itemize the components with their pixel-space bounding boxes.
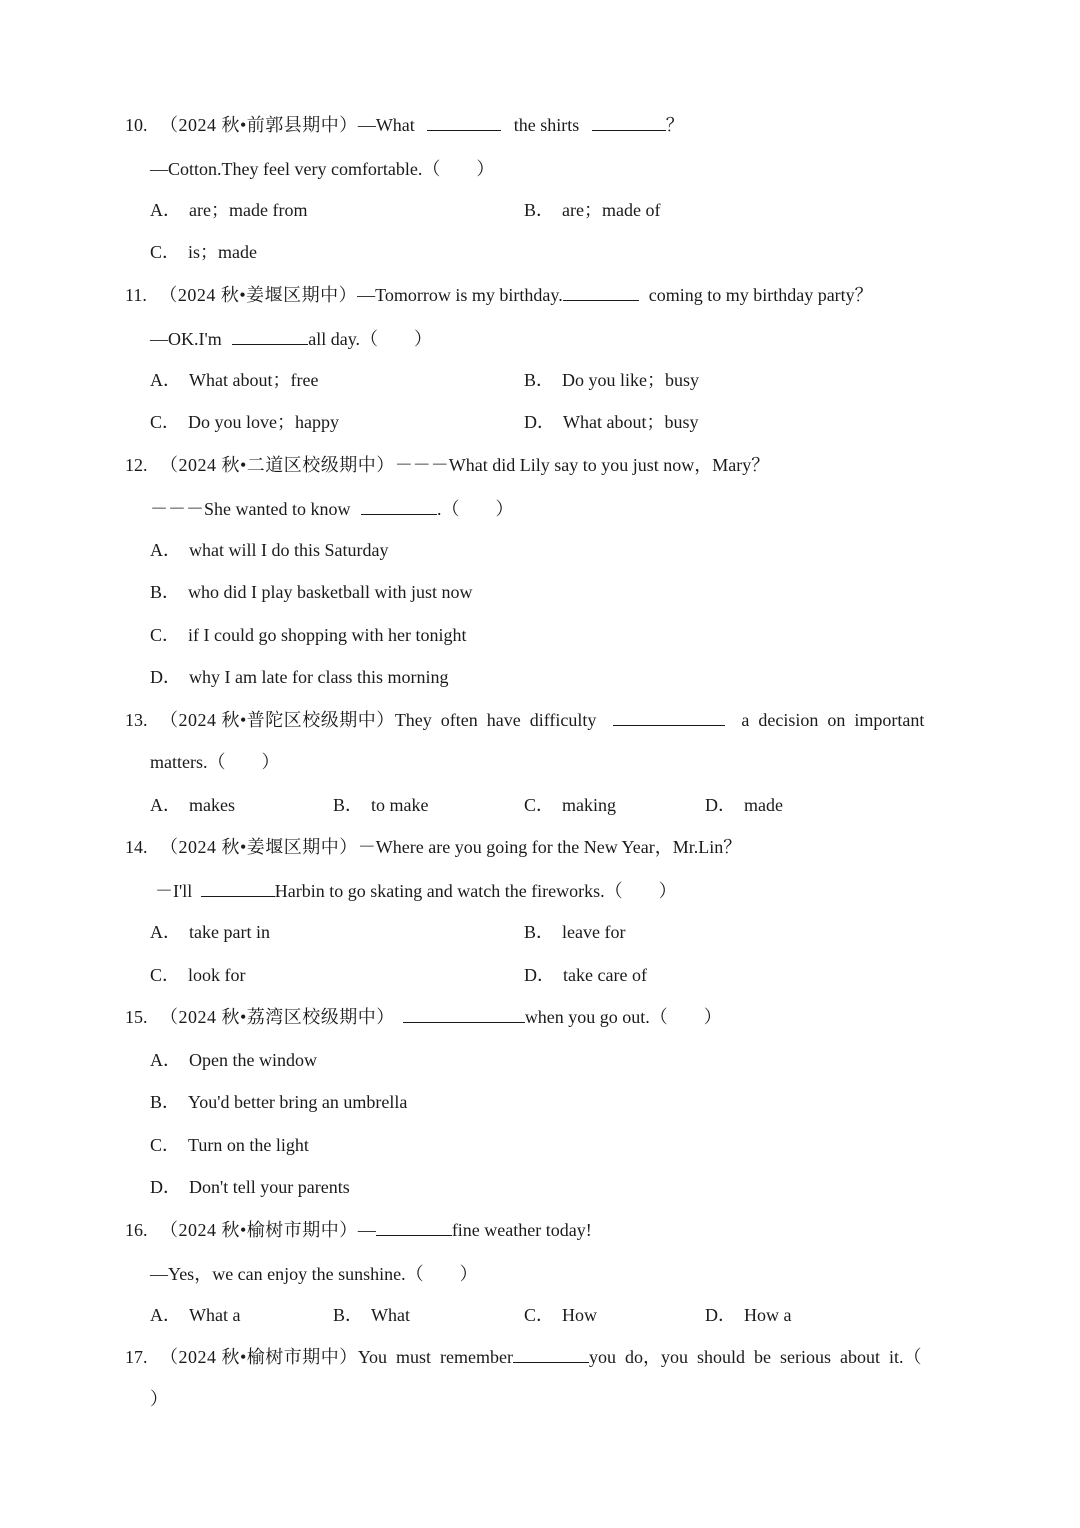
- question-number: 13.: [125, 710, 148, 730]
- option-text: if I could go shopping with her tonight: [188, 625, 467, 645]
- question-number: 16.: [125, 1220, 148, 1240]
- answer-blank[interactable]: [403, 1006, 525, 1023]
- question-12-line2: [150, 498, 513, 520]
- option-text: is；made: [188, 242, 258, 262]
- option-letter: D．: [524, 965, 555, 985]
- question-12-stem: [125, 454, 769, 476]
- option-text: made: [744, 795, 783, 815]
- question-number: 17.: [125, 1347, 148, 1367]
- answer-blank[interactable]: [513, 1346, 589, 1363]
- option-letter: B．: [333, 795, 364, 815]
- answer-blank[interactable]: [201, 880, 275, 897]
- option-letter: D．: [524, 412, 555, 432]
- option-a[interactable]: [150, 1049, 317, 1071]
- question-14-line2: [155, 880, 677, 902]
- option-d[interactable]: [524, 411, 698, 433]
- option-c[interactable]: [150, 241, 257, 263]
- stem-text: the shirts: [513, 115, 580, 135]
- stem-text: a decision on important: [741, 710, 925, 730]
- question-source: （2024 秋•荔湾区校级期中）: [160, 1007, 395, 1027]
- option-text: makes: [189, 795, 235, 815]
- question-number: 15.: [125, 1007, 148, 1027]
- answer-blank[interactable]: [592, 114, 666, 131]
- question-source: （2024 秋•姜堰区期中）: [160, 837, 358, 857]
- question-source: （2024 秋•榆树市期中）: [160, 1347, 358, 1367]
- question-10-stem: [125, 114, 684, 136]
- option-b[interactable]: [150, 1091, 407, 1113]
- option-letter: A．: [150, 922, 181, 942]
- option-text: what will I do this Saturday: [189, 540, 389, 560]
- option-letter: D．: [150, 667, 181, 687]
- question-source: （2024 秋•二道区校级期中）: [160, 455, 395, 475]
- option-letter: C．: [150, 1135, 181, 1155]
- option-text: leave for: [562, 922, 626, 942]
- stem-text: －Where are you going for the New Year，Mr.Lin？: [357, 837, 742, 857]
- option-c[interactable]: [524, 794, 616, 816]
- option-letter: A．: [150, 795, 181, 815]
- stem-text: fine weather today!: [451, 1220, 592, 1240]
- option-a[interactable]: [150, 921, 270, 943]
- option-letter: A．: [150, 1305, 181, 1325]
- option-c[interactable]: [150, 411, 339, 433]
- option-letter: D．: [705, 1305, 736, 1325]
- stem-text: when you go out.（ ）: [524, 1007, 722, 1027]
- option-d[interactable]: [705, 794, 783, 816]
- option-a[interactable]: [150, 1304, 240, 1326]
- option-c[interactable]: [524, 1304, 597, 1326]
- question-14-stem: [125, 836, 741, 858]
- option-text: Turn on the light: [188, 1135, 309, 1155]
- option-letter: B．: [150, 582, 181, 602]
- question-number: 12.: [125, 455, 148, 475]
- option-letter: A．: [150, 1050, 181, 1070]
- question-10-line2: —Cotton.They feel very comfortable.（ ）: [150, 159, 495, 179]
- option-letter: C．: [150, 625, 181, 645]
- stem-text: －－－What did Lily say to you just now，Mary？: [394, 455, 770, 475]
- option-text: are；made from: [189, 200, 308, 220]
- option-a[interactable]: [150, 369, 318, 391]
- question-number: 14.: [125, 837, 148, 857]
- question-source: （2024 秋•姜堰区期中）: [159, 285, 358, 305]
- option-text: Do you love；happy: [188, 412, 339, 432]
- option-letter: C．: [524, 1305, 555, 1325]
- option-text: Do you like；busy: [562, 370, 700, 390]
- option-letter: B．: [524, 922, 555, 942]
- option-text: What: [371, 1305, 410, 1325]
- option-d[interactable]: [150, 1176, 350, 1198]
- stem-text: —OK.I'm: [150, 329, 222, 349]
- answer-blank[interactable]: [427, 114, 501, 131]
- option-letter: C．: [150, 412, 181, 432]
- stem-text: －I'll: [155, 881, 193, 901]
- stem-text: Harbin to go skating and watch the fireworks.（ ）: [274, 881, 677, 901]
- option-text: making: [562, 795, 617, 815]
- option-b[interactable]: [524, 921, 625, 943]
- question-number: 10.: [125, 115, 148, 135]
- option-letter: C．: [150, 242, 181, 262]
- option-a[interactable]: [150, 199, 307, 221]
- question-source: （2024 秋•前郭县期中）: [160, 115, 358, 135]
- option-d[interactable]: [150, 666, 448, 688]
- option-text: take part in: [189, 922, 270, 942]
- question-source: （2024 秋•榆树市期中）: [160, 1220, 358, 1240]
- question-11-line2: [150, 328, 432, 350]
- question-number: 11.: [125, 285, 147, 305]
- option-text: You'd better bring an umbrella: [188, 1092, 408, 1112]
- option-letter: C．: [524, 795, 555, 815]
- option-text: are；made of: [562, 200, 661, 220]
- option-a[interactable]: [150, 794, 235, 816]
- option-text: look for: [188, 965, 246, 985]
- option-letter: B．: [150, 1092, 181, 1112]
- option-a[interactable]: [150, 539, 388, 561]
- question-16-stem: [125, 1219, 592, 1241]
- stem-text: coming to my birthday party？: [648, 285, 873, 305]
- option-text: take care of: [563, 965, 647, 985]
- option-letter: D．: [150, 1177, 181, 1197]
- answer-blank[interactable]: [361, 498, 437, 515]
- stem-text: you do，you should be serious about it.（: [588, 1347, 922, 1367]
- question-15-stem: [125, 1006, 722, 1028]
- option-b[interactable]: [333, 1304, 410, 1326]
- option-letter: A．: [150, 370, 181, 390]
- question-source: （2024 秋•普陀区校级期中）: [160, 710, 395, 730]
- option-text: What a: [189, 1305, 241, 1325]
- stem-text: —Tomorrow is my birthday.: [357, 285, 563, 305]
- stem-text: —What: [357, 115, 415, 135]
- option-text: Open the window: [189, 1050, 317, 1070]
- stem-text: all day.（ ）: [308, 329, 433, 349]
- option-letter: D．: [705, 795, 736, 815]
- option-text: How: [562, 1305, 598, 1325]
- stem-text: .（ ）: [436, 499, 514, 519]
- option-text: Don't tell your parents: [189, 1177, 350, 1197]
- option-text: to make: [371, 795, 429, 815]
- question-13-stem: [125, 709, 924, 731]
- answer-blank[interactable]: [563, 284, 639, 301]
- option-letter: C．: [150, 965, 181, 985]
- stem-text: They often have difficulty: [394, 710, 597, 730]
- option-letter: B．: [524, 200, 555, 220]
- answer-blank[interactable]: [232, 328, 308, 345]
- option-d[interactable]: [705, 1304, 792, 1326]
- question-13-line2: matters.（ ）: [150, 752, 280, 772]
- stem-text: ？: [665, 115, 684, 135]
- option-letter: B．: [333, 1305, 364, 1325]
- option-c[interactable]: [150, 964, 246, 986]
- option-c[interactable]: [150, 1134, 309, 1156]
- option-letter: A．: [150, 540, 181, 560]
- option-b[interactable]: [524, 199, 660, 221]
- option-c[interactable]: [150, 624, 467, 646]
- question-11-stem: [125, 284, 873, 306]
- question-17-stem: [125, 1346, 921, 1368]
- option-text: why I am late for class this morning: [189, 667, 449, 687]
- question-16-line2: —Yes，we can enjoy the sunshine.（ ）: [150, 1264, 478, 1284]
- option-text: How a: [744, 1305, 792, 1325]
- stem-text: You must remember: [357, 1347, 513, 1367]
- option-letter: A．: [150, 200, 181, 220]
- stem-text: －－－She wanted to know: [150, 499, 351, 519]
- option-b[interactable]: [524, 369, 699, 391]
- option-text: What about；free: [189, 370, 319, 390]
- option-b[interactable]: [333, 794, 429, 816]
- option-d[interactable]: [524, 964, 647, 986]
- answer-blank[interactable]: [376, 1219, 452, 1236]
- question-17-line2: ）: [150, 1389, 168, 1409]
- answer-blank[interactable]: [613, 709, 725, 726]
- option-letter: B．: [524, 370, 555, 390]
- option-text: What about；busy: [563, 412, 699, 432]
- option-b[interactable]: [150, 581, 472, 603]
- option-text: who did I play basketball with just now: [188, 582, 473, 602]
- stem-text: —: [357, 1220, 376, 1240]
